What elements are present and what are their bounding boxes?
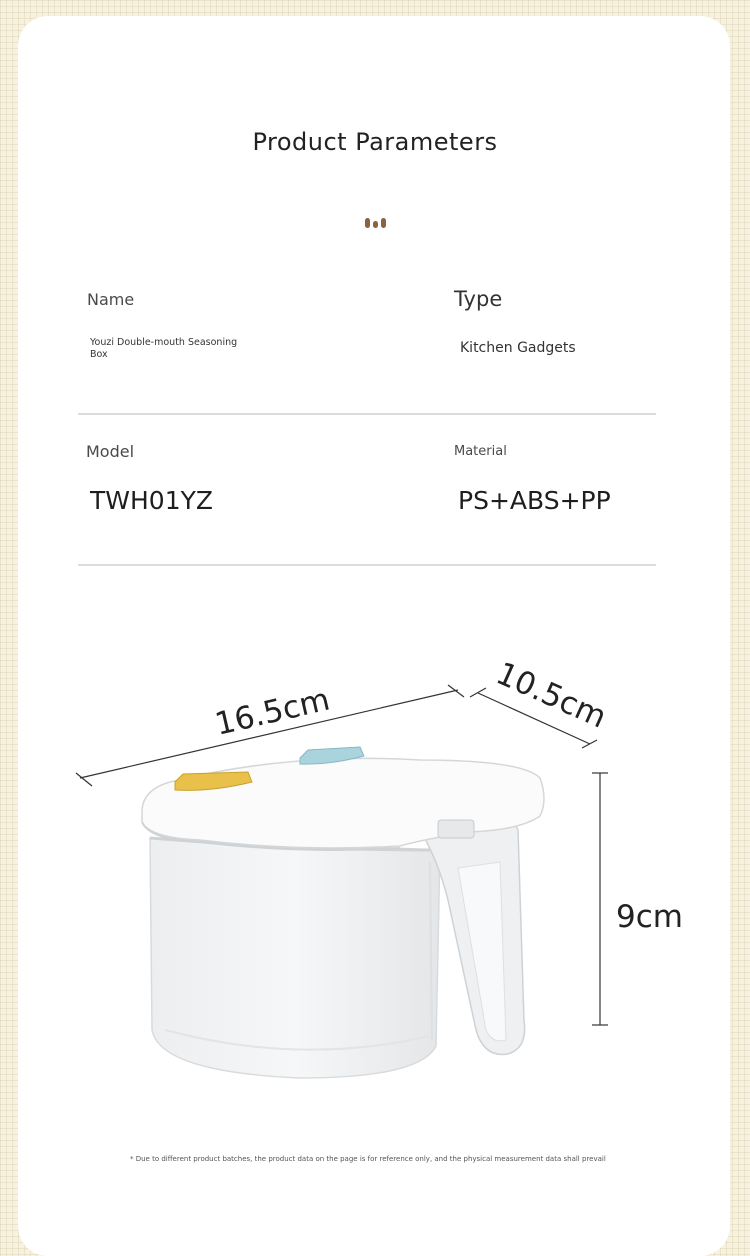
model-value: TWH01YZ [90,486,213,515]
height-label: 9cm [616,899,683,935]
disclaimer-note: * Due to different product batches, the product data on the page is for reference only, and the physical measurement data shall prevail [130,1155,606,1163]
type-label: Type [454,287,503,311]
page-title: Product Parameters [252,128,498,156]
name-label: Name [87,290,135,309]
length-label: 16.5cm [211,681,334,743]
seasoning-box-image [142,747,544,1078]
type-value: Kitchen Gadgets [460,340,576,356]
height-dimension-line [592,773,608,1025]
model-label: Model [86,442,135,461]
width-label: 10.5cm [490,655,612,736]
material-label: Material [454,444,507,459]
material-value: PS+ABS+PP [458,486,611,515]
name-value: Youzi Double-mouth Seasoning Box [90,337,238,360]
